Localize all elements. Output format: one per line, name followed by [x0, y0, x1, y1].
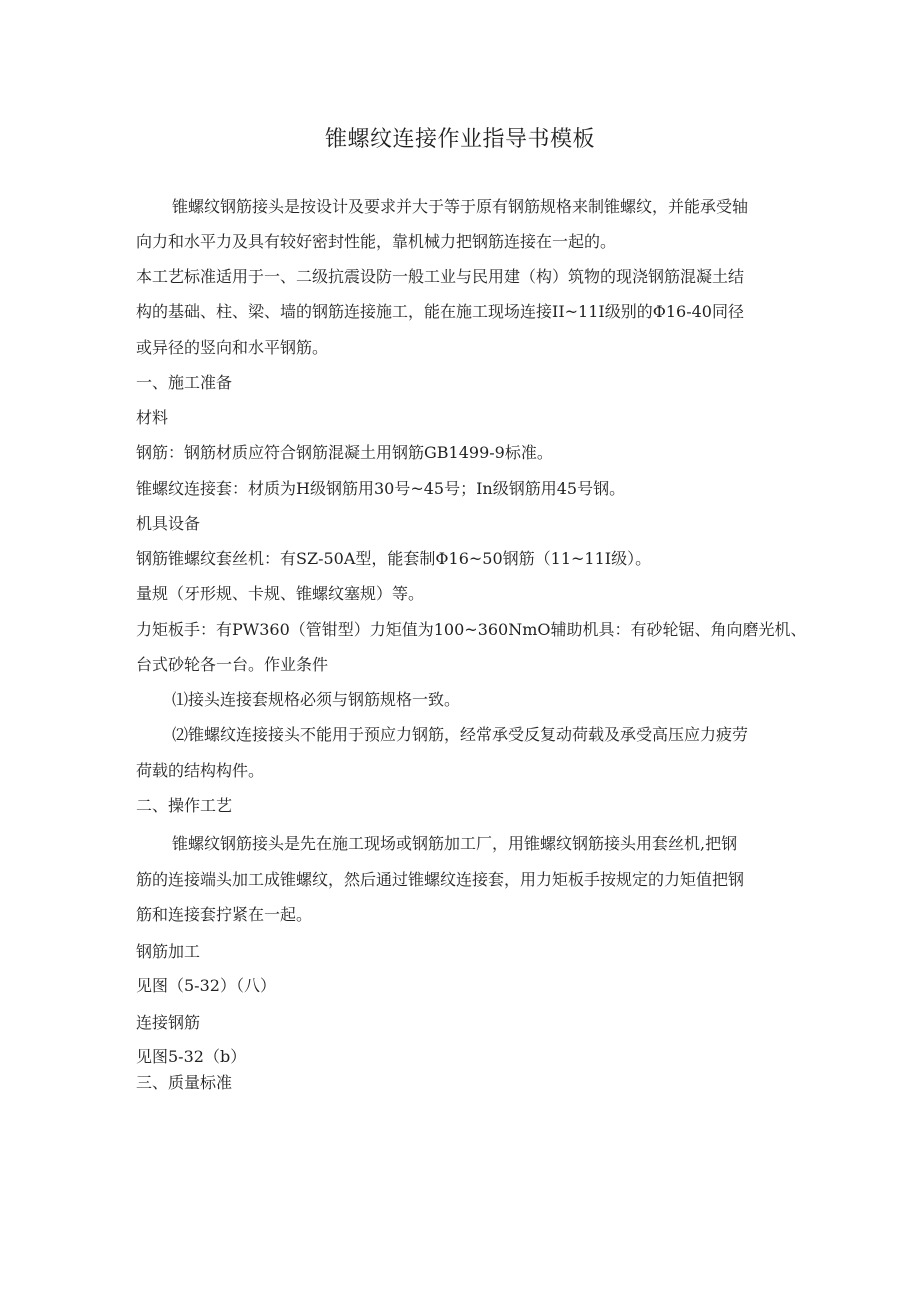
document-title: 锥螺纹连接作业指导书模板: [324, 127, 595, 152]
paragraph-line: 构的基础、柱、梁、墙的钢筋连接施工，能在施工现场连接II~11I级别的Φ16-40同径: [136, 302, 744, 321]
paragraph-line: 向力和水平力及具有较好密封性能，靠机械力把钢筋连接在一起的。: [136, 232, 617, 251]
paragraph-line: 力矩板手：有PW360（管钳型）力矩值为100~360NmO辅助机具：有砂轮锯、角向磨光机、: [136, 620, 807, 639]
section-heading: 一、施工准备: [136, 373, 233, 392]
figure-reference: 见图5-32（b）: [136, 1047, 247, 1066]
paragraph-line: 台式砂轮各一台。作业条件: [136, 655, 329, 674]
subsection-heading: 连接钢筋: [136, 1013, 201, 1032]
paragraph-line: 锥螺纹连接套：材质为H级钢筋用30号~45号；In级钢筋用45号钢。: [136, 479, 626, 498]
subsection-heading: 钢筋加工: [136, 942, 201, 961]
paragraph-line: 筋的连接端头加工成锥螺纹，然后通过锥螺纹连接套，用力矩板手按规定的力矩值把钢: [136, 870, 745, 889]
paragraph-line: 或异径的竖向和水平钢筋。: [136, 338, 329, 357]
subsection-heading: 机具设备: [136, 514, 201, 533]
paragraph-line: 锥螺纹钢筋接头是先在施工现场或钢筋加工厂，用锥螺纹钢筋接头用套丝机,把钢: [172, 834, 738, 853]
list-item: ⑴接头连接套规格必须与钢筋规格一致。: [172, 690, 461, 709]
paragraph-line: 量规（牙形规、卡规、锥螺纹塞规）等。: [136, 584, 425, 603]
section-heading: 三、质量标准: [136, 1073, 233, 1092]
paragraph-line: 荷载的结构构件。: [136, 761, 265, 780]
paragraph-line: 钢筋：钢筋材质应符合钢筋混凝土用钢筋GB1499-9标准。: [136, 443, 553, 462]
list-item: ⑵锥螺纹连接接头不能用于预应力钢筋，经常承受反复动荷载及承受高压应力疲劳: [172, 725, 749, 744]
figure-reference: 见图（5-32）（八）: [136, 976, 276, 995]
section-heading: 二、操作工艺: [136, 796, 233, 815]
subsection-heading: 材料: [136, 408, 169, 427]
paragraph-line: 本工艺标准适用于一、二级抗震设防一般工业与民用建（构）筑物的现浇钢筋混凝土结: [136, 267, 745, 286]
paragraph-line: 钢筋锥螺纹套丝机：有SZ-50A型，能套制Φ16~50钢筋（11~11I级）。: [136, 549, 652, 568]
paragraph-line: 锥螺纹钢筋接头是按设计及要求并大于等于原有钢筋规格来制锥螺纹，并能承受轴: [172, 197, 749, 216]
paragraph-line: 筋和连接套拧紧在一起。: [136, 905, 313, 924]
